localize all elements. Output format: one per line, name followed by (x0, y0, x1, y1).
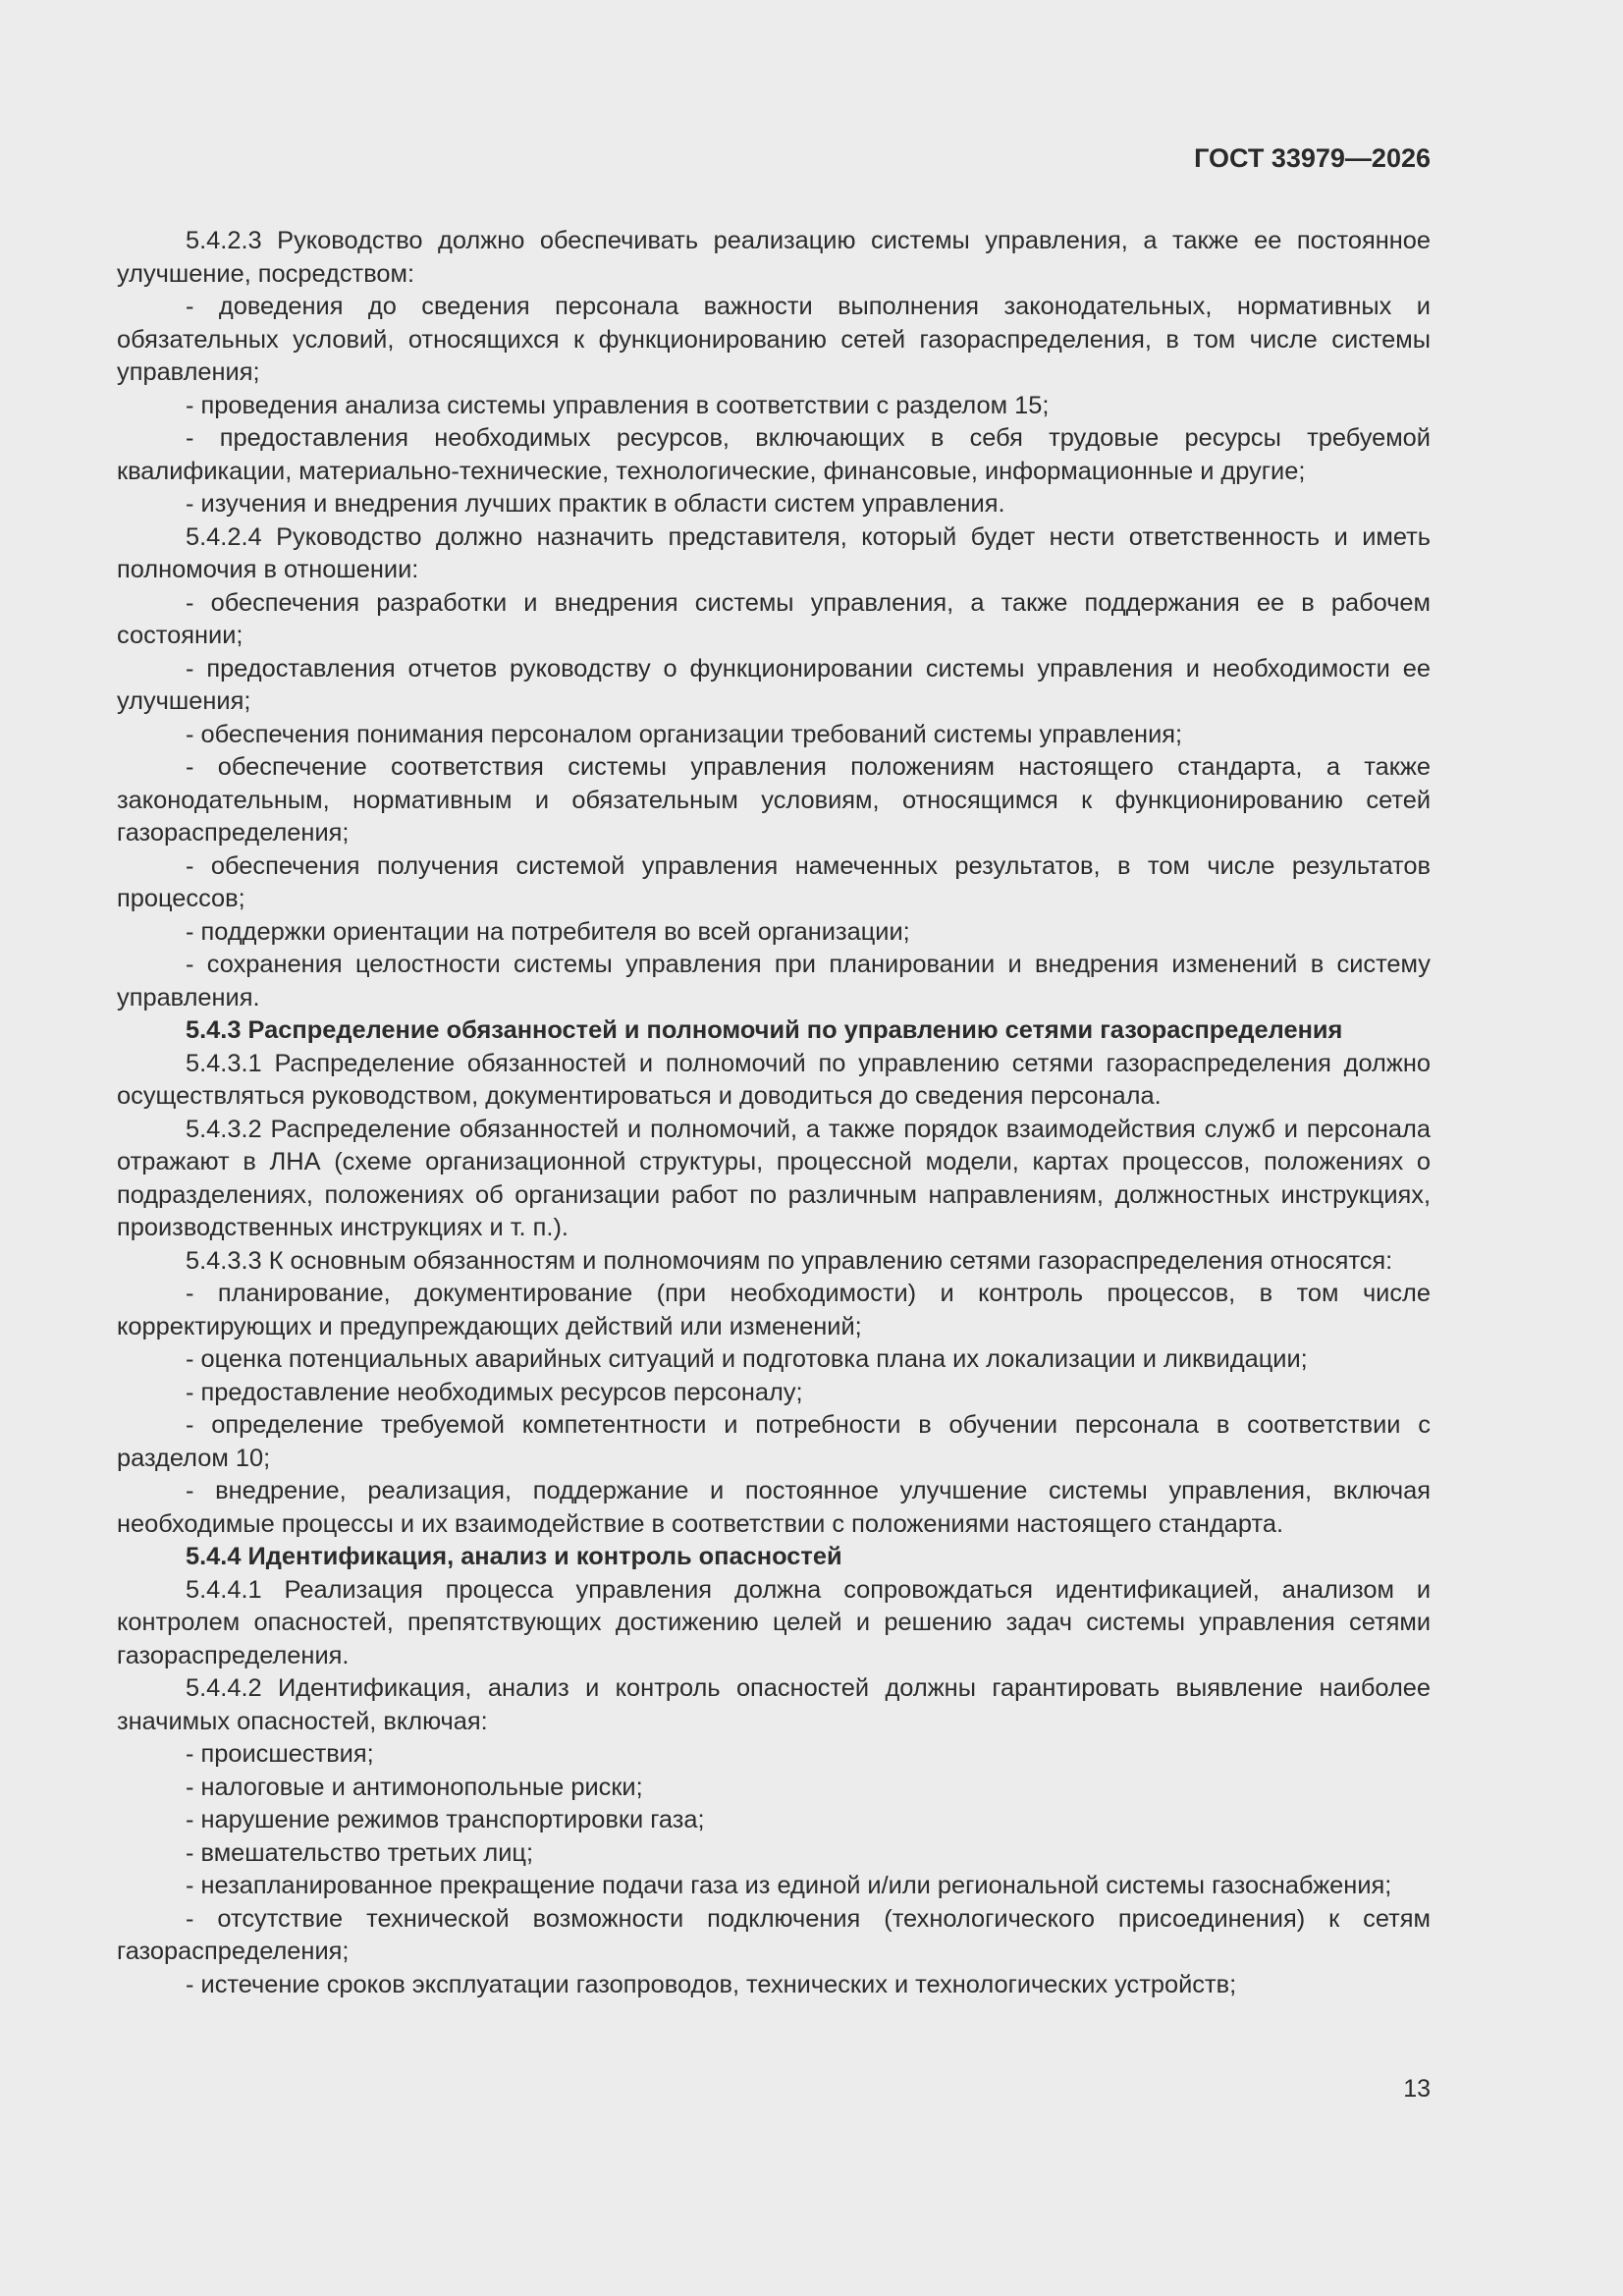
document-body (117, 225, 1431, 2001)
paragraph: - происшествия; (186, 1740, 374, 1768)
paragraph: - поддержки ориентации на потребителя во всей организации; (186, 917, 910, 946)
paragraph: - обеспечения понимания персоналом организации требований системы управления; (186, 720, 1183, 748)
paragraph: - нарушение режимов транспортировки газа; (186, 1806, 705, 1833)
paragraph: - определение требуемой компетентности и потребности в обучении персонала в соответствии с разделом 10; (117, 1411, 1431, 1472)
paragraph: - планирование, документирование (при необходимости) и контроль процессов, в том числе корректирующих и предупреждающих действий или изменений; (117, 1280, 1431, 1340)
paragraph: - предоставления отчетов руководству о функционировании системы управления и необходимости ее улучшения; (117, 654, 1431, 715)
paragraph: - оценка потенциальных аварийных ситуаций и подготовка плана их локализации и ликвидации; (186, 1345, 1308, 1373)
section-heading: 5.4.4 Идентификация, анализ и контроль опасностей (186, 1543, 842, 1570)
paragraph: - предоставление необходимых ресурсов персоналу; (186, 1378, 803, 1406)
paragraph: - незапланированное прекращение подачи газа из единой и/или региональной системы газоснабжения; (186, 1872, 1392, 1899)
page-number: 13 (1403, 2075, 1431, 2103)
paragraph: 5.4.2.4 Руководство должно назначить представителя, который будет нести ответственность и иметь полномочия в отношении: (117, 522, 1431, 583)
paragraph: - предоставления необходимых ресурсов, включающих в себя трудовые ресурсы требуемой квалификации, материально-технические, технологические, финансовые, информационные и другие; (117, 424, 1431, 485)
paragraph: 5.4.3.1 Распределение обязанностей и полномочий по управлению сетями газораспределения должно осуществляться руководством, документироваться и доводиться до сведения персонала. (117, 1049, 1431, 1110)
paragraph: 5.4.2.3 Руководство должно обеспечивать реализацию системы управления, а также ее постоянное улучшение, посредством: (117, 227, 1431, 288)
paragraph: 5.4.3.3 К основным обязанностям и полномочиям по управлению сетями газораспределения относятся: (186, 1246, 1393, 1275)
paragraph: - внедрение, реализация, поддержание и постоянное улучшение системы управления, включая необходимые процессы и их взаимодействие в соответствии с положениями настоящего стандарта. (117, 1477, 1431, 1538)
paragraph: - истечение сроков эксплуатации газопроводов, технических и технологических устройств; (186, 1970, 1237, 1998)
paragraph: - налоговые и антимонопольные риски; (186, 1773, 643, 1801)
section-heading: 5.4.3 Распределение обязанностей и полномочий по управлению сетями газораспределения (186, 1016, 1343, 1044)
paragraph: - проведения анализа системы управления в соответствии с разделом 15; (186, 391, 1050, 419)
paragraph: - обеспечения разработки и внедрения системы управления, а также поддержания ее в рабочем состоянии; (117, 588, 1431, 649)
paragraph: - отсутствие технической возможности подключения (технологического присоединения) к сетям газораспределения; (117, 1904, 1431, 1965)
paragraph: - обеспечения получения системой управления намеченных результатов, в том числе результатов процессов; (117, 851, 1431, 912)
paragraph: - изучения и внедрения лучших практик в области систем управления. (186, 490, 1005, 518)
paragraph: - обеспечение соответствия системы управления положениям настоящего стандарта, а также законодательным, нормативным и обязательным условиям, относящимся к функционированию сетей газораспределения; (117, 753, 1431, 847)
paragraph: - сохранения целостности системы управления при планировании и внедрения изменений в систему управления. (117, 951, 1431, 1011)
paragraph: 5.4.4.1 Реализация процесса управления должна сопровождаться идентификацией, анализом и контролем опасностей, препятствующих достижению целей и решению задач системы управления сетями газораспределения. (117, 1575, 1431, 1669)
document-header-id: ГОСТ 33979—2026 (1194, 143, 1431, 173)
paragraph: - вмешательство третьих лиц; (186, 1838, 534, 1867)
paragraph: 5.4.4.2 Идентификация, анализ и контроль опасностей должны гарантировать выявление наиболее значимых опасностей, включая: (117, 1674, 1431, 1735)
paragraph: 5.4.3.2 Распределение обязанностей и полномочий, а также порядок взаимодействия служб и персонала отражают в ЛНА (схеме организационной структуры, процессной модели, картах процессов, положениях о подразделениях, положениях об организации работ по различным направлениям, должностных инструкциях, производственных инструкциях и т. п.). (117, 1115, 1431, 1241)
paragraph: - доведения до сведения персонала важности выполнения законодательных, нормативных и обязательных условий, относящихся к функционированию сетей газораспределения, в том числе системы управления; (117, 293, 1431, 386)
